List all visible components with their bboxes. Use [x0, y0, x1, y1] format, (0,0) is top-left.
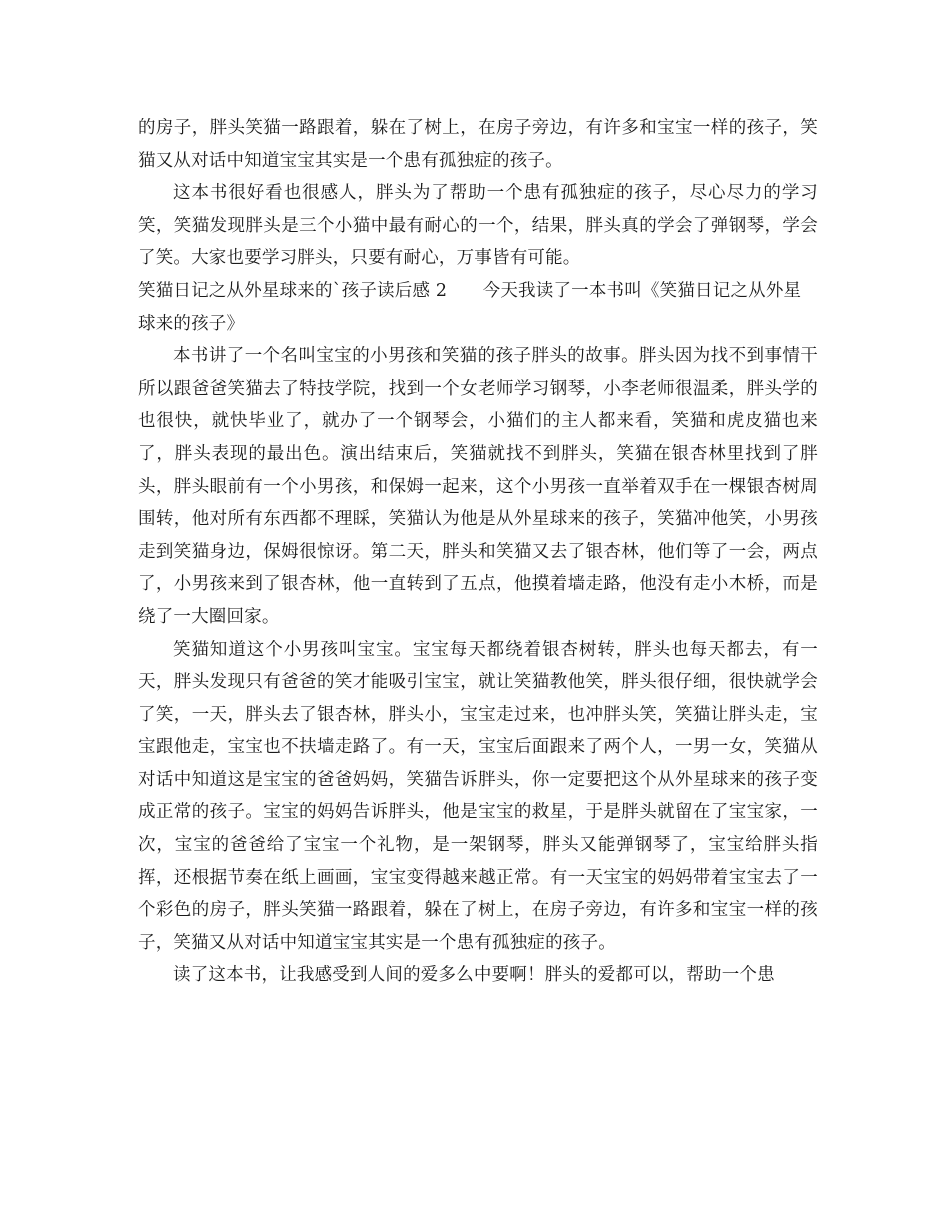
paragraph-reflection: 读了这本书，让我感受到人间的爱多么中要啊！胖头的爱都可以，帮助一个患 — [173, 965, 775, 986]
paragraph-story-body: 笑猫知道这个小男孩叫宝宝。宝宝每天都绕着银杏树转，胖头也每天都去，有一天，胖头发现只有爸爸的笑才能吸引宝宝，就让笑猫教他笑，胖头很仔细，很快就学会了笑，一天，胖头去了银杏林，胖头小，宝宝走过来，也冲胖头笑，笑猫让胖头走，宝宝跟他走，宝宝也不扶墙走路了。有一天，宝宝后面跟来了两个人，一男一女，笑猫从对话中知道这是宝宝的爸爸妈妈，笑猫告诉胖头，你一定要把这个从外星球来的孩子变成正常的孩子。宝宝的妈妈告诉胖头，他是宝宝的救星，于是胖头就留在了宝宝家，一次，宝宝的爸爸给了宝宝一个礼物，是一架钢琴，胖头又能弹钢琴了，宝宝给胖头指挥，还根据节奏在纸上画画，宝宝变得越来越正常。有一天宝宝的妈妈带着宝宝去了一个彩色的房子，胖头笑猫一路跟着，躲在了树上，在房子旁边，有许多和宝宝一样的孩子，笑猫又从对话中知道宝宝其实是一个患有孤独症的孩子。 — [138, 639, 818, 953]
paragraph-continuation: 的房子，胖头笑猫一路跟着，躲在了树上，在房子旁边，有许多和宝宝一样的孩子，笑猫又从对话中知道宝宝其实是一个患有孤独症的孩子。 — [138, 118, 818, 171]
section-heading: 笑猫日记之从外星球来的`孩子读后感 2 今天我读了一本书叫《笑猫日记之从外星球来的孩子》 — [138, 280, 802, 334]
paragraph-story-intro: 本书讲了一个名叫宝宝的小男孩和笑猫的孩子胖头的故事。胖头因为找不到事情干所以跟爸爸笑猫去了特技学院，找到一个女老师学习钢琴，小李老师很温柔，胖头学的也很快，就快毕业了，就办了一个钢琴会，小猫们的主人都来看，笑猫和虎皮猫也来了，胖头表现的最出色。演出结束后，笑猫就找不到胖头，笑猫在银杏林里找到了胖头，胖头眼前有一个小男孩，和保姆一起来，这个小男孩一直举着双手在一棵银杏树周围转，他对所有东西都不理睬，笑猫认为他是从外星球来的孩子，笑猫冲他笑，小男孩走到笑猫身边，保姆很惊讶。第二天，胖头和笑猫又去了银杏林，他们等了一会，两点了，小男孩来到了银杏林，他一直转到了五点，他摸着墙走路，他没有走小木桥，而是绕了一大圈回家。 — [138, 346, 818, 627]
document-body — [138, 112, 818, 992]
paragraph-summary: 这本书很好看也很感人，胖头为了帮助一个患有孤独症的孩子，尽心尽力的学习笑，笑猫发现胖头是三个小猫中最有耐心的一个，结果，胖头真的学会了弹钢琴，学会了笑。大家也要学习胖头，只要有耐心，万事皆有可能。 — [138, 183, 818, 269]
